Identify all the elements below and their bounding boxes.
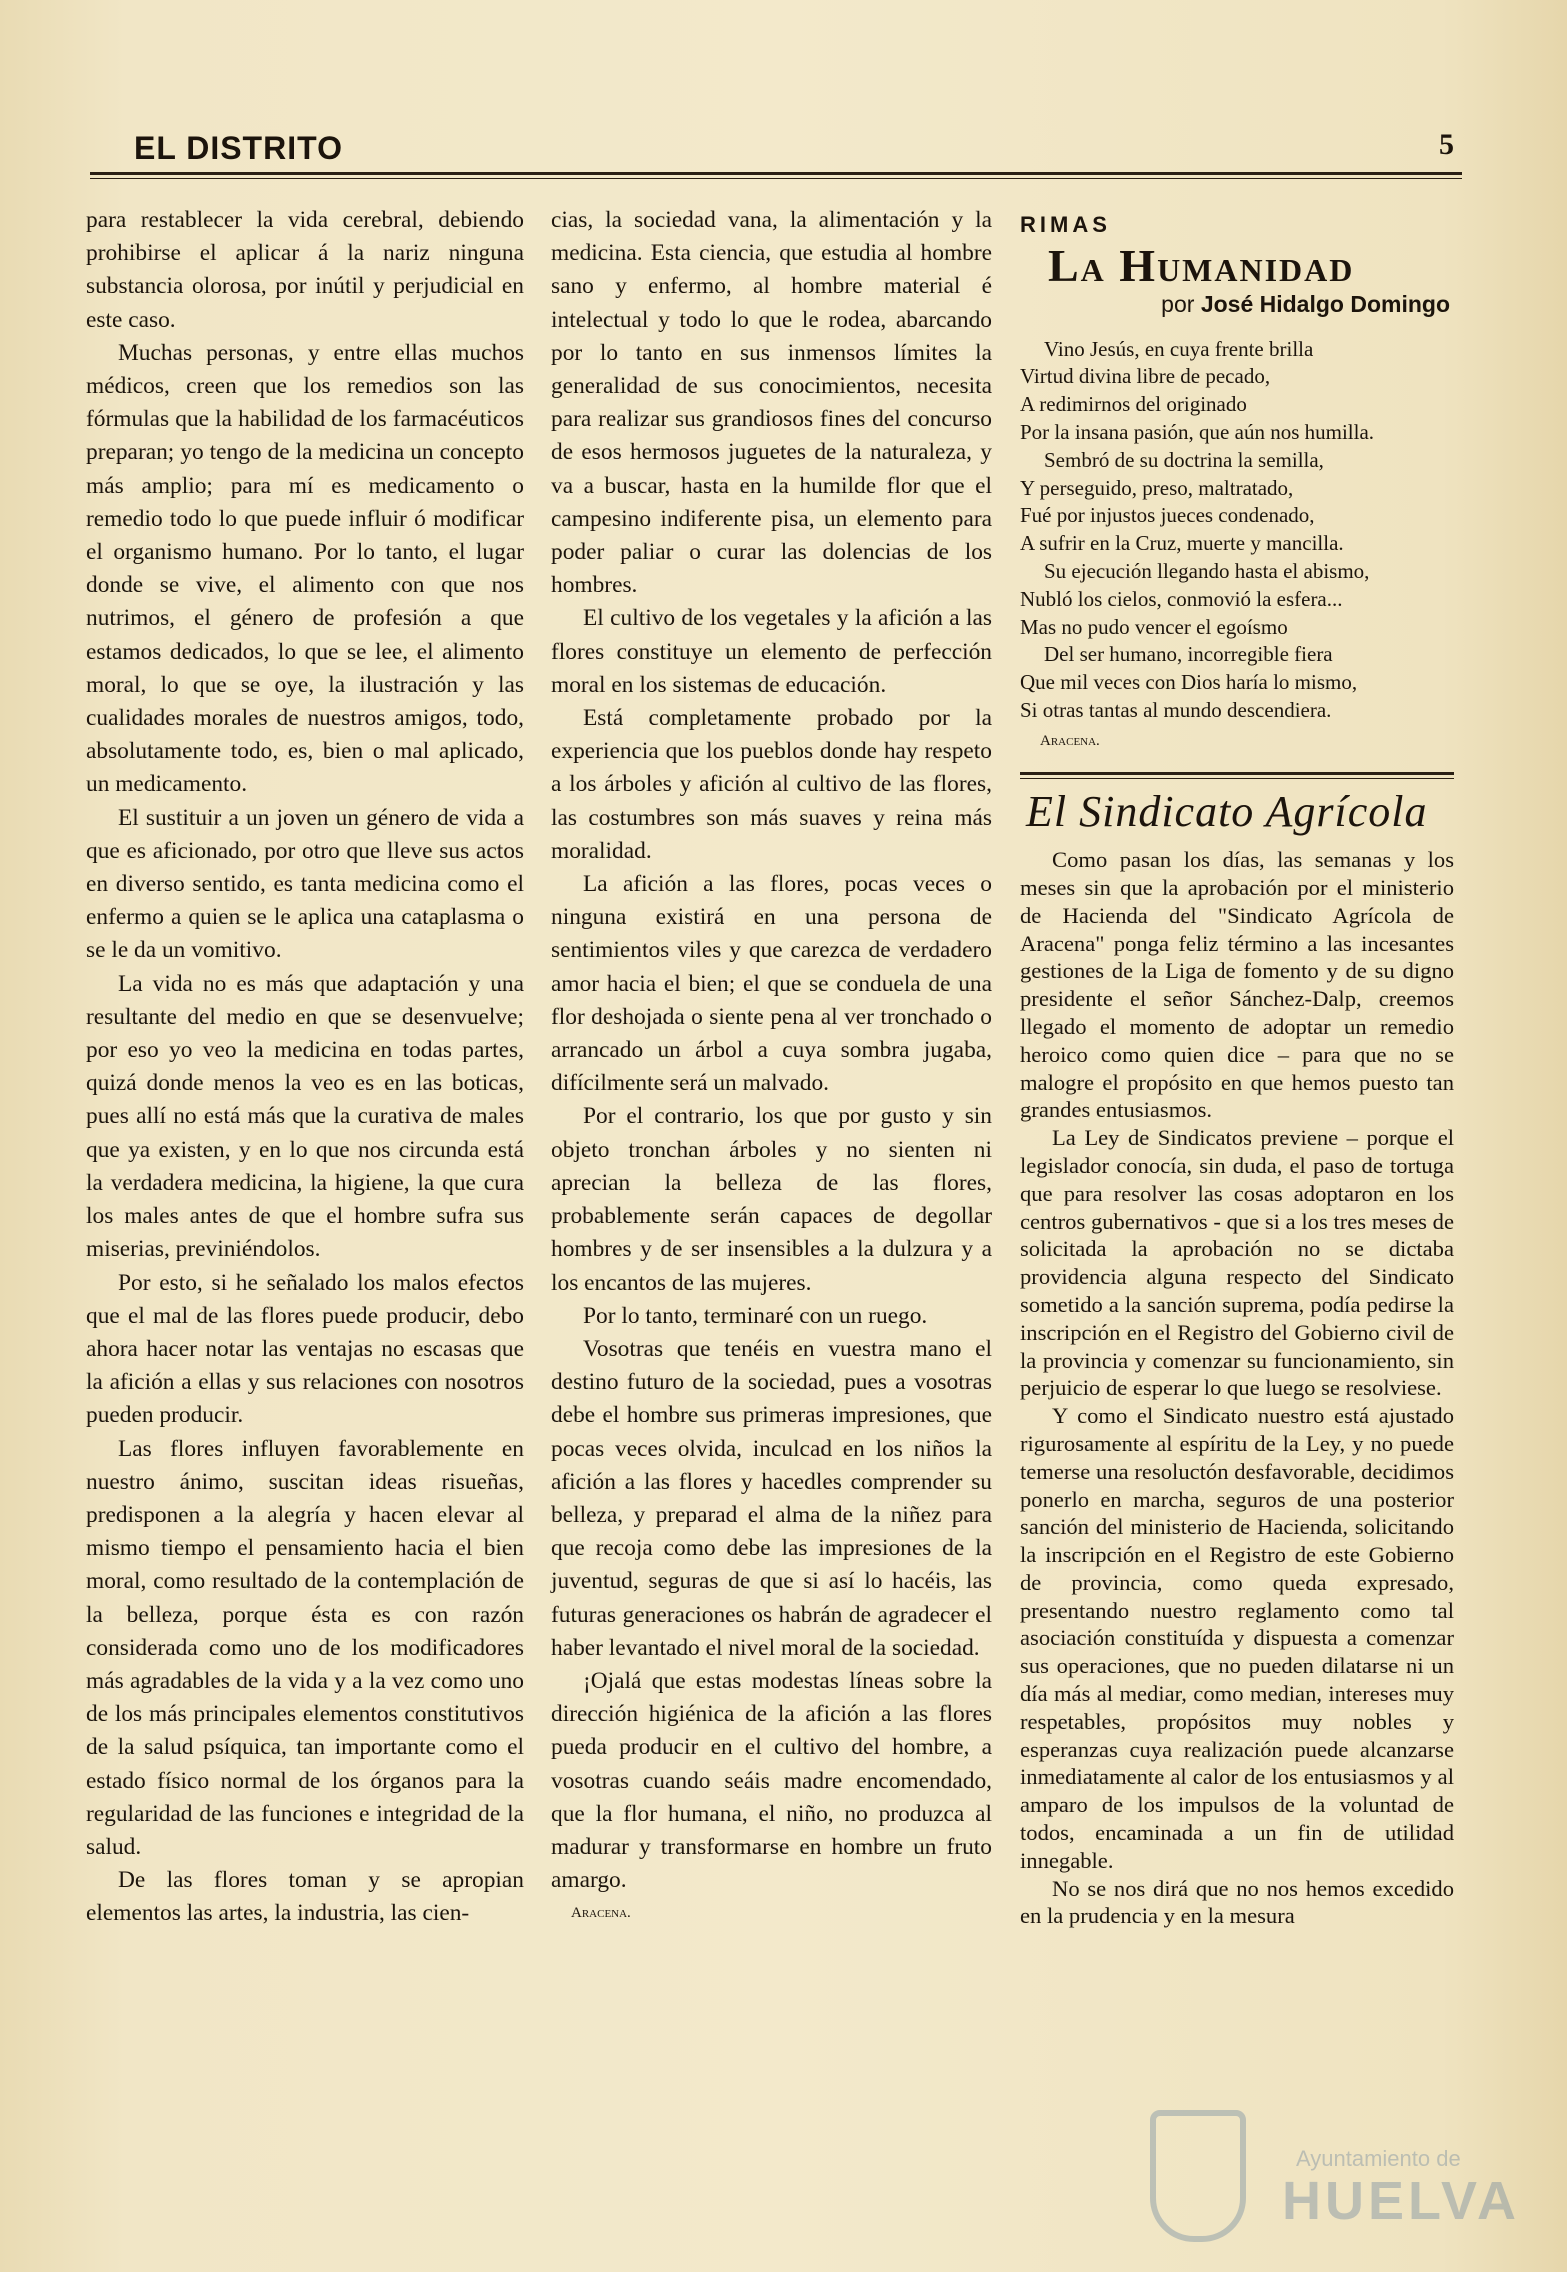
- poem: [1020, 336, 1454, 725]
- poem-title: La Humanidad: [1048, 240, 1355, 292]
- paragraph: Como pasan los días, las semanas y los meses sin que la aprobación por el ministerio de Hacienda del "Sindicato Agrícola de Aracena" ponga feliz término a las incesantes gestiones de la Liga de fomento y de su digno presidente el señor Sánchez-Dalp, creemos llegado el momento de adoptar un remedio heroico como quien dice – para que no se malogre el propósito en que hemos puesto tan grandes entusiasmos.: [1020, 847, 1454, 1123]
- column-3: [1020, 204, 1454, 1930]
- paragraph: cias, la sociedad vana, la alimentación y la medicina. Esta ciencia, que estudia al hombre sano y enfermo, al hombre material é intelectual y todo lo que le rodea, abarcando por lo tanto en sus inmensos límites la generalidad de sus conocimientos, necesita para realizar sus grandiosos fines del concurso de esos hermosos juguetes de la naturaleza, y va a buscar, hasta en la humilde flor que el campesino indiferente pisa, un elemento para poder paliar o curar las dolencias de los hombres.: [551, 207, 992, 599]
- poem-line: A redimirnos del originado: [1020, 392, 1247, 417]
- paragraph: Está completamente probado por la experiencia que los pueblos donde hay respeto a los árboles y afición al cultivo de las flores, las costumbres son más suaves y reina más moralidad.: [551, 705, 992, 864]
- poem-line: Si otras tantas al mundo descendiera.: [1020, 697, 1332, 722]
- article-body: [1020, 846, 1454, 1930]
- poem-line: Del ser humano, incorregible fiera: [1044, 642, 1333, 667]
- article-title: El Sindicato Agrícola: [1026, 786, 1428, 836]
- section-divider-thin: [1020, 778, 1454, 779]
- newspaper-title: EL DISTRITO: [134, 130, 343, 166]
- poem-line: Vino Jesús, en cuya frente brilla: [1044, 336, 1314, 361]
- poem-line: Que mil veces con Dios haría lo mismo,: [1020, 670, 1358, 695]
- coat-of-arms-icon: [1150, 2110, 1246, 2242]
- author-name: José Hidalgo Domingo: [1200, 291, 1450, 318]
- poem-line: Su ejecución llegando hasta el abismo,: [1044, 558, 1370, 583]
- poem-line: Virtud divina libre de pecado,: [1020, 364, 1271, 389]
- paragraph: para restablecer la vida cerebral, debiendo prohibirse el aplicar á la nariz ninguna substancia olorosa, por inútil y perjudicial en este caso.: [86, 207, 524, 333]
- column-2: [551, 204, 992, 1931]
- section-label: RIMAS: [1020, 212, 1111, 237]
- archive-watermark: [1150, 2110, 1520, 2250]
- poem-line: Fué por injustos jueces condenado,: [1020, 503, 1315, 528]
- paragraph: La vida no es más que adaptación y una resultante del medio en que se desenvuelve; por eso yo veo la medicina en todas partes, quizá donde menos la veo es en las boticas, pues allí no está más que la curativa de males que ya existen, y en lo que nos circunda está la verdadera medicina, la higiene, la que cura los males antes de que el hombre sufra sus miserias, previniéndolos.: [86, 970, 524, 1263]
- paragraph: El cultivo de los vegetales y la afición a las flores constituye un elemento de perfección moral en los sistemas de educación.: [551, 605, 992, 698]
- poem-line: Mas no pudo vencer el egoísmo: [1020, 614, 1288, 639]
- header-rule: [90, 172, 1462, 175]
- author-prefix: por: [1161, 291, 1195, 318]
- watermark-text-small: Ayuntamiento de: [1296, 2146, 1461, 2171]
- column-1: [86, 204, 524, 1931]
- masthead: [90, 128, 1462, 168]
- poem-author: [1020, 288, 1454, 321]
- poem-place: Aracena.: [1040, 732, 1100, 749]
- poem-line: Nubló los cielos, conmovió la esfera...: [1020, 586, 1343, 611]
- poem-line: Por la insana pasión, que aún nos humilla.: [1020, 420, 1375, 444]
- watermark-text-big: HUELVA: [1282, 2171, 1520, 2231]
- poem-line: A sufrir en la Cruz, muerte y mancilla.: [1020, 531, 1344, 556]
- page-number: 5: [1439, 128, 1454, 161]
- article-place: Aracena.: [571, 1905, 631, 1922]
- paragraph: ¡Ojalá que estas modestas líneas sobre la dirección higiénica de la afición a las flores pueda producir en el cultivo del hombre, a vosotras cuando seáis madre encomendado, que la flor humana, el niño, no produzca al madurar y transformarse en hombre un fruto amargo.: [551, 1667, 992, 1894]
- paragraph: De las flores toman y se apropian elementos las artes, la industria, las cien-: [86, 1867, 524, 1927]
- section-divider: [1020, 772, 1454, 775]
- paragraph: Vosotras que tenéis en vuestra mano el destino futuro de la sociedad, pues a vosotras debe el hombre sus primeras impresiones, que pocas veces olvida, inculcad en los niños la afición a las flores y hacedles comprender su belleza, y preparad el alma de la niñez para que recoja como debe las impresiones de la juventud, seguras de que si así lo hacéis, las futuras generaciones os habrán de agradecer el haber levantado el nivel moral de la sociedad.: [551, 1335, 992, 1661]
- poem-line: Sembró de su doctrina la semilla,: [1044, 447, 1324, 472]
- paragraph: Por el contrario, los que por gusto y sin objeto tronchan árboles y no sienten ni aprecian la belleza de las flores, probablemente serán capaces de degollar hombres y de ser insensibles a la dulzura y a los encantos de las mujeres.: [551, 1103, 992, 1296]
- header-rule-thin: [90, 178, 1462, 179]
- paragraph: La Ley de Sindicatos previene – porque el legislador conocía, sin duda, el paso de tortuga que para resolver las cosas adoptaron en los centros gubernativos - que si a los tres meses de solicitada la aprobación no se dictaba providencia alguna respecto del Sindicato sometido a la sanción suprema, podía pedirse la inscripción en el Registro del Gobierno civil de la provincia y comenzar su funcionamiento, sin perjuicio de esperar lo que luego se resolviese.: [1020, 1125, 1454, 1401]
- paragraph: No se nos dirá que no nos hemos excedido en la prudencia y en la mesura: [1020, 1875, 1454, 1929]
- paragraph: Las flores influyen favorablemente en nuestro ánimo, suscitan ideas risueñas, predisponen a la alegría y hacen elevar al mismo tiempo el pensamiento hacia el bien moral, como resultado de la contemplación de la belleza, porque ésta es con razón considerada como uno de los modificadores más agradables de la vida y a la vez como uno de los más principales elementos constitutivos de la salud psíquica, tan importante como el estado físico normal de los órganos para la regularidad de las funciones e integridad de la salud.: [86, 1435, 524, 1860]
- paragraph: El sustituir a un joven un género de vida a que es aficionado, por otro que lleve sus actos en diverso sentido, es tanta medicina como el enfermo a quien se le aplica una cataplasma o se le da un vomitivo.: [86, 804, 524, 964]
- poem-line: Y perseguido, preso, maltratado,: [1020, 475, 1294, 500]
- paragraph: Por lo tanto, terminaré con un ruego.: [583, 1302, 928, 1329]
- paragraph: La afición a las flores, pocas veces o ninguna existirá en una persona de sentimientos viles y que carezca de verdadero amor hacia el bien; el que se conduela de una flor deshojada o siente pena al ver tronchado o arrancado un árbol a cuya sombra jugaba, difícilmente será un malvado.: [551, 871, 992, 1097]
- paragraph: Y como el Sindicato nuestro está ajustado rigurosamente al espíritu de la Ley, y no puede temerse una resoluctón desfavorable, decidimos ponerlo en marcha, seguros de una posterior sanción del ministerio de Hacienda, solicitando la inscripción en el Registro de este Gobierno de provincia, como queda expresado, presentando nuestro reglamento como tal asociación constituída y dispuesta a comenzar sus operaciones, que no pueden dilatarse ni un día más al mediar, como median, intereses muy respetables, propósitos muy nobles y esperanzas cuya realización puede alcanzarse inmediatamente al calor de los entusiasmos y al amparo de los impulsos de la voluntad de todos, encaminada a un fin de utilidad innegable.: [1020, 1403, 1454, 1873]
- paragraph: Por esto, si he señalado los malos efectos que el mal de las flores puede producir, debo ahora hacer notar las ventajas no escasas que la afición a ellas y sus relaciones con nosotros pueden producir.: [86, 1269, 524, 1429]
- paragraph: Muchas personas, y entre ellas muchos médicos, creen que los remedios son las fórmulas que la habilidad de los farmacéuticos preparan; yo tengo de la medicina un concepto más amplio; para mí es medicamento o remedio todo lo que puede influir ó modificar el organismo humano. Por lo tanto, el lugar donde se vive, el alimento con que nos nutrimos, el género de profesión a que estamos dedicados, lo que se lee, el alimento moral, lo que se oye, la ilustración y las cualidades morales de nuestros amigos, todo, absolutamente todo, es, bien o mal aplicado, un medicamento.: [86, 339, 524, 798]
